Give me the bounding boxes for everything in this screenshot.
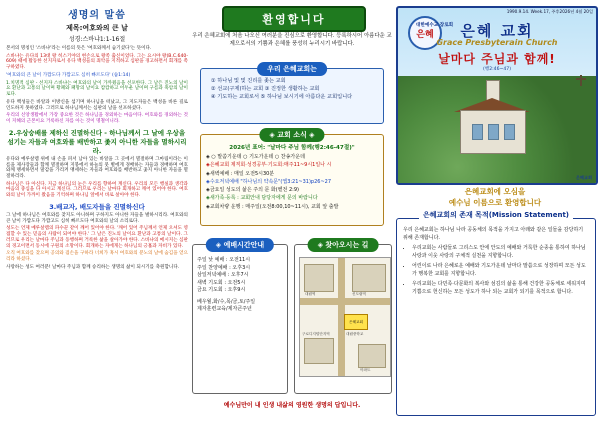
worship-times-header: ◈ 예배시간안내 bbox=[206, 238, 274, 252]
welcome-message bbox=[396, 186, 594, 209]
worship-time-row: 베우월,화/수,목/금,토/주일 bbox=[197, 298, 256, 305]
news-item: ◈새가족·등록 : 교회안내 담당자에게 문의 바랍니다 bbox=[206, 195, 318, 202]
map-label: 구로디지털단지역 bbox=[302, 332, 330, 336]
list-item: ① 하나님 및 및 진리를 좇는 교회 bbox=[211, 78, 286, 84]
mission-header-wrap bbox=[397, 210, 595, 220]
worship-time-row: 새벽 기도회 : 오전5시 bbox=[197, 279, 246, 286]
map-building bbox=[304, 264, 334, 292]
sermon-quote: '여호와의 큰 날이 가깝도다 가깝고도 심히 빠르도다' (습1:14) bbox=[6, 72, 131, 78]
list-item: ② 선교(구제)하는 교회 ③ 진정한 생활하는 교회 bbox=[211, 85, 320, 92]
sermon-closing: 사랑하는 성도 여러분! 날마다 주님과 함께 승리하는 생명의 삶이 되시기를 축원합니다. bbox=[6, 264, 180, 270]
church-name-en: Grace Presbyterain Church bbox=[436, 38, 558, 47]
map-building bbox=[352, 264, 386, 292]
map-building bbox=[304, 338, 334, 364]
church-news-header: ◈ 교회 소식 ◈ bbox=[259, 128, 324, 142]
sermon-paragraph: 하나님은 다 아신다. 지금 하나님의 눈은 우리를 향하여 계신다. 우리의 모든 행실과 생각과 마음의 중심을 다 아시고 계신다. 그러므로 우리는 날마다 회개하고 깨어 있어야 한다. 여호와의 날이 가까이 왔음을 기억하며 하나님 앞에서 바로 살아야 한다. bbox=[6, 181, 188, 199]
sermon-point-2: 2.우상숭배를 제하신 진멸하신다 - 하나님께서 그 날에 우상을 섬기는 자들과 여호와를 배반하고 좇지 아니한 자들을 멸하시리라. bbox=[7, 128, 187, 155]
news-item: ◈교회차량 운행 : 매주일(오전8:00,10~11시), 교회 앞 출발 bbox=[206, 203, 339, 210]
church-slogan-ref: (행2:46~47) bbox=[482, 67, 512, 72]
footer-slogan: 예수님만이 내 인생 내삶의 영원한 생명의 답입니다. bbox=[223, 402, 361, 409]
mission-intro: 우리 은혜교회는 하나님 나라 공동체의 목적을 가지고 아래와 같은 일들을 감당하기 위해 존재합니다. bbox=[403, 227, 584, 241]
cross-icon bbox=[580, 75, 582, 86]
mission-statement-box bbox=[396, 211, 596, 416]
map-label: 아파트 bbox=[360, 368, 371, 372]
welcome-line-2: 예수님 이름으로 환영합니다 bbox=[448, 198, 542, 208]
mission-body bbox=[397, 219, 595, 296]
sermon-paragraph: 유다 백성들은 바알과 이방신을 섬기며 하나님을 떠났고, 그 지도자들은 백성을 바른 길로 인도하지 못하였다. 그러므로 하나님께서는 심판의 날을 선포하셨다. bbox=[6, 99, 188, 111]
worship-time-row: 주일 찬양예배 : 오후3시 bbox=[197, 264, 251, 271]
worship-time-row: 제자훈련교육/제자큰주년 bbox=[197, 306, 252, 312]
sermon-paragraph: 우리의 신앙생활에서 가장 중요한 것은 하나님을 경외하는 마음이다. 여호와를 경외하는 것이 지혜의 근본이요 거룩하신 자를 아는 것이 명철이니라. bbox=[6, 113, 188, 125]
map-label: 대림역 bbox=[305, 292, 316, 296]
sermon-title: 생명의 말씀 bbox=[68, 10, 126, 21]
issue-date: 1990.9.14. Week.17, 주후2026년 4월 20일 bbox=[506, 9, 593, 14]
masthead-column bbox=[396, 6, 594, 418]
window-shape bbox=[472, 124, 483, 140]
welcome-line-1: 은혜교회에 오심을 bbox=[464, 187, 526, 196]
middle-column bbox=[192, 6, 392, 418]
mission-header: 은혜교회의 존재 목적(Mission Statement) bbox=[419, 211, 573, 219]
sermon-intro: 본서의 명칭인 '스바냐'라는 이름의 뜻은 '여호와께서 숨기셨다'는 뜻이다. bbox=[6, 46, 152, 51]
map-label: 대림중학교 bbox=[346, 332, 364, 336]
directions-header: ◈ 찾아오시는 길 bbox=[308, 238, 379, 252]
mission-list bbox=[403, 245, 589, 296]
cross-icon bbox=[576, 78, 586, 80]
directions-box bbox=[294, 241, 392, 394]
news-item: ◈은혜교회 제직회·성경공부·기도회:매주11~9시1일나 시 bbox=[206, 162, 332, 169]
location-map[interactable] bbox=[299, 257, 391, 377]
news-slogan: 2026년 표어: "날마다 주님 함께(행2:46-47절)" bbox=[229, 145, 355, 151]
map-road-horizontal bbox=[300, 298, 390, 305]
worship-times-box bbox=[192, 241, 288, 394]
church-news-box bbox=[200, 131, 384, 226]
window-shape bbox=[504, 124, 515, 140]
news-item: ◈금요일 성도의 삶은 주의 문 화(벧전 2:9) bbox=[206, 187, 299, 194]
sermon-verse: 성경:스바냐1:1-16절 bbox=[68, 36, 126, 43]
worship-time-row: 삼일저녁예배 : 오후7시 bbox=[197, 272, 249, 278]
sermon-paragraph: 오직 여호와를 찾으며 공의와 겸손을 구하라 너희가 혹시 여호와의 분노의 날에 숨김을 얻으리라 하셨다. bbox=[6, 251, 188, 263]
news-item: ◈새벽예배 : 매일 오전5시30분 bbox=[206, 170, 275, 177]
list-item: • 어린이로 나라 은혜로운 예배와 기도가운데 날마다 말씀으로 성장하며 모든 성도가 행복한 교회를 지향합니다. bbox=[412, 263, 589, 278]
sermon-column bbox=[6, 6, 188, 418]
list-item: ④ 기도하는 교회로서 ⑤ 하나님 보시기에 아름다운 교회입니다 bbox=[211, 93, 353, 100]
church-purpose-header: 우리 은혜교회는 bbox=[257, 62, 327, 76]
church-masthead bbox=[396, 6, 598, 185]
sermon-paragraph: 그 날에 하나님은 여호와를 찾지도 아니하며 구하지도 아니한 자들을 벌하시리라. 여호와의 큰 날이 가깝도다 가깝고도 심히 빠르도다 여호와의 날의 소리로다. bbox=[6, 212, 188, 224]
worship-time-row: 주일 낮 예배 : 오전11시 bbox=[197, 257, 251, 263]
denomination-label: 대한예수교 장로회 bbox=[416, 23, 454, 28]
church-illustration bbox=[398, 76, 596, 183]
sermon-point-1: 1.치명적 심판 - 선지자 스바냐는 여호와의 날이 가까웠음을 선포한다. 그 날은 진노의 날이요 환난과 고통의 날이며 황폐와 패망의 날이요 캄캄하고 어두운 날이며 구름과 흑암의 날이로다. bbox=[6, 80, 188, 98]
sermon-paragraph: 스바냐는 유다의 13대 왕 히스기야의 현손으로 왕족 출신이었다. 그는 요시야 왕(B.C.640-609) 때에 활동한 선지자로서 유다 백성들의 죄악을 지적하고 심판을 경고하면서 회개를 촉구하였다. bbox=[6, 53, 188, 71]
church-name-kr: 은혜 교회 bbox=[460, 22, 534, 40]
window-shape bbox=[488, 124, 499, 140]
sermon-subtitle: 제목:여호와의 큰 날 bbox=[66, 24, 128, 32]
church-purpose-box bbox=[200, 65, 384, 124]
welcome-paragraph: 우리 은혜교회에 처음 나오신 여러분을 진심으로 환영합니다. 등록하시어 아름다운 교제으로서의 기쁨과 은혜를 풍성히 누리시기 바랍니다. bbox=[192, 33, 392, 48]
church-slogan: 날마다 주님과 함께! bbox=[438, 52, 556, 66]
sermon-paragraph: 유다와 예루살렘 위에 내 손을 펴서 남아 있는 바알을 그 곳에서 멸절하며 그마림이라는 이름을 제사장들과 함께 멸절하며 지붕에서 하늘의 뭇 별에게 경배하는 자들과 경배하며 여호와께 맹세하면서 말감을 가리켜 맹세하는 자들과 여호와를 배반하고 좇지 아니한 자들을 멸절하리라. bbox=[6, 156, 188, 180]
sermon-paragraph: 성도는 언제 예루살렘의 파수꾼 같이 깨어 있어야 한다. '깨어 있어 주님께서 언제 오셔도 영접할 수 있는 믿음의 사람이 되어야 한다.' 그 날은 진노의 날이요 환난과 고통의 날이다. 그러므로 우리는 날마다 주님과 동행하며 거룩한 삶을 살아가야 한다. 스바냐의 메시지는 심판의 경고이면서 동시에 구원의 소망이다. 회개하는 자에게는 하나님의 긍휼과 자비가 있다. bbox=[6, 226, 188, 249]
news-item: ◈수요저녁예배 "하나님의 약속문"(엡3:21~31)p26~27 bbox=[206, 178, 332, 185]
illustration-caption: 은혜교회 bbox=[575, 175, 592, 180]
list-item: • 우리교회는 다민족·다문화의 복사와 섬김의 삶을 통해 건강한 공동체로 세워지며 기쁨으로 헌신하는 모든 성도가 하나 되는 교회가 되기를 목적으로 합니다. bbox=[412, 281, 589, 296]
news-item: ◈ ○ 말씀기운데 ○ 기도가운데 ○ 찬송가운데 bbox=[206, 154, 305, 161]
welcome-banner: 환영합니다 bbox=[222, 6, 366, 32]
logo-text: 은혜 bbox=[416, 29, 434, 40]
map-church-marker[interactable]: 은혜교회 bbox=[344, 314, 368, 330]
list-item: • 우리교회는 사람들로 그리스도 안에 안도의 예배와 거룩한 순종을 통하여 하나님 사랑과 이웃 사랑의 구체적 실천을 지향합니다. bbox=[412, 245, 589, 260]
map-label: 신도림역 bbox=[352, 292, 366, 296]
sermon-point-3: 3.배교자, 배도자들을 진멸하신다 bbox=[49, 202, 145, 211]
map-building bbox=[358, 344, 386, 368]
worship-time-row: 금요 기도회 : 오후9시 bbox=[197, 287, 246, 293]
